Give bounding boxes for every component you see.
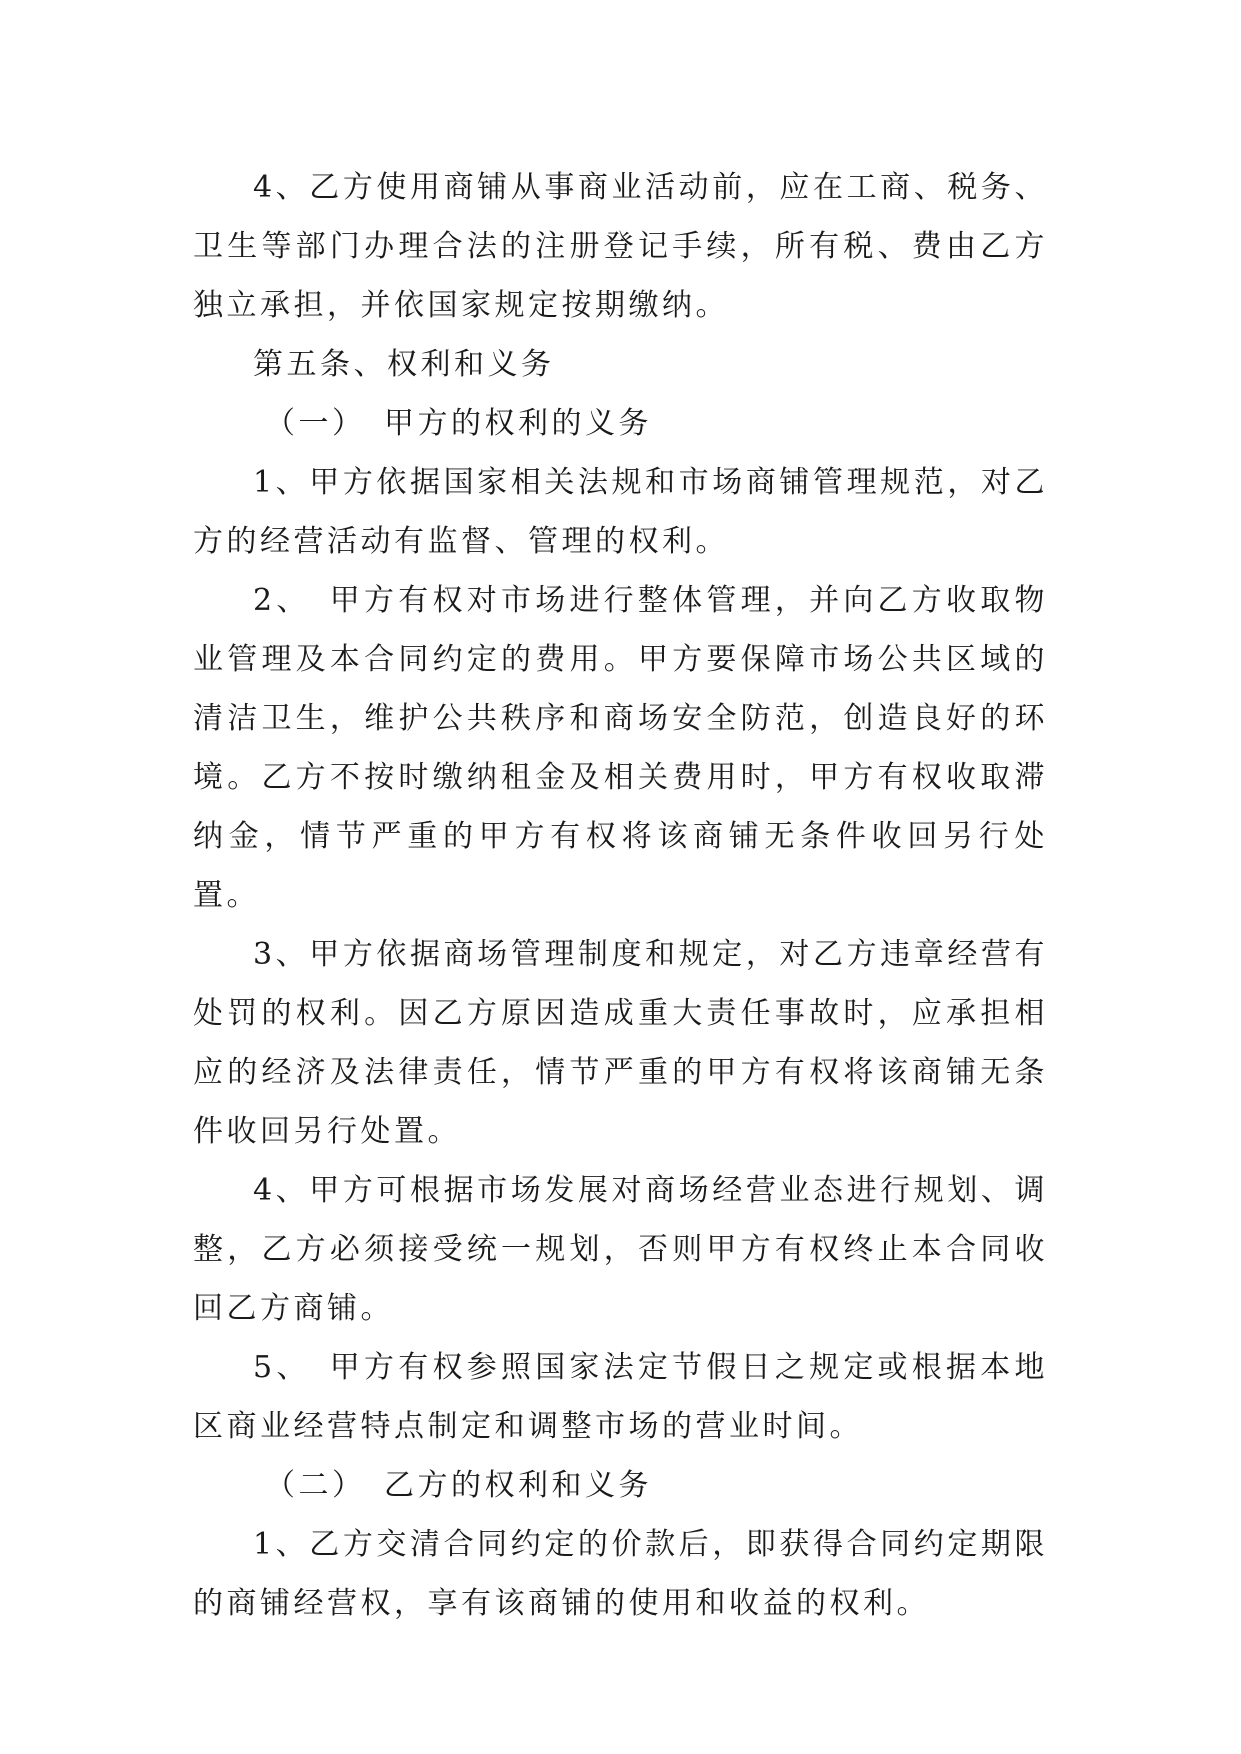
paragraph-7: 1、乙方交清合同约定的价款后，即获得合同约定期限的商铺经营权，享有该商铺的使用和收益的权利。 (193, 1527, 1048, 1621)
subsection-heading-party-b: （二） 乙方的权利和义务 (265, 1468, 652, 1503)
section-heading: 第五条、权利和义务 (253, 347, 555, 382)
document-page (193, 158, 1048, 1633)
subsection-heading-party-a: （一） 甲方的权利的义务 (265, 406, 652, 441)
paragraph-6: 5、 甲方有权参照国家法定节假日之规定或根据本地区商业经营特点制定和调整市场的营业时间。 (193, 1350, 1048, 1444)
paragraph-3: 2、 甲方有权对市场进行整体管理，并向乙方收取物业管理及本合同约定的费用。甲方要保障市场公共区域的清洁卫生，维护公共秩序和商场安全防范，创造良好的环境。乙方不按时缴纳租金及相关费用时，甲方有权收取滞纳金，情节严重的甲方有权将该商铺无条件收回另行处置。 (193, 583, 1048, 913)
paragraph-1: 4、乙方使用商铺从事商业活动前，应在工商、税务、卫生等部门办理合法的注册登记手续，所有税、费由乙方独立承担，并依国家规定按期缴纳。 (193, 170, 1048, 323)
paragraph-5: 4、甲方可根据市场发展对商场经营业态进行规划、调整，乙方必须接受统一规划，否则甲方有权终止本合同收回乙方商铺。 (193, 1173, 1048, 1326)
paragraph-4: 3、甲方依据商场管理制度和规定，对乙方违章经营有处罚的权利。因乙方原因造成重大责任事故时，应承担相应的经济及法律责任，情节严重的甲方有权将该商铺无条件收回另行处置。 (193, 937, 1048, 1149)
paragraph-2: 1、甲方依据国家相关法规和市场商铺管理规范，对乙方的经营活动有监督、管理的权利。 (193, 465, 1048, 559)
